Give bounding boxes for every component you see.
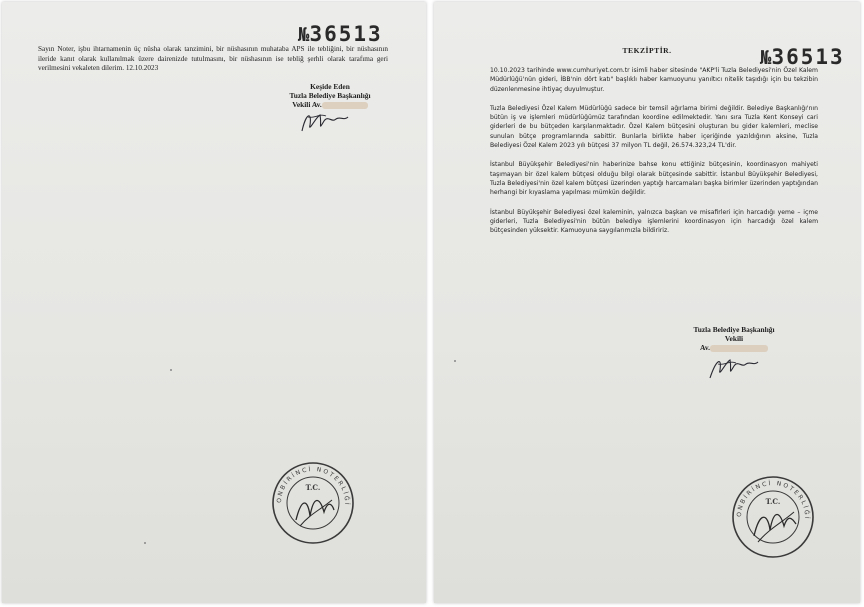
paragraph: İstanbul Büyükşehir Belediyesi'nin haberinize bahse konu ettiğiniz bütçesinin, koordinasyon mahiyeti taşımayan bir özel kalem bütçesi olduğu bilgi olarak bütçesinde sabittir. İstanbul Büyükşehir Belediyesi, Tuzla Belediyesi'nin özel kalem bütçesi üzerinden yaptığı harcamaları başka birimler üzerinden yaptığından herhangi bir kıyaslama yapılması mümkün değildir. [490,161,818,197]
signer-role: Vekili [724,334,744,344]
signer-attorney: Av. [674,343,794,352]
svg-text:T.C.: T.C. [305,483,321,492]
document-page-left [2,2,426,603]
svg-text:T.C.: T.C. [765,497,781,506]
signer-role: Keşide Eden [310,82,350,91]
svg-text:ONBİRİNCİ NOTERLİĞİ: ONBİRİNCİ NOTERLİĞİ [735,479,811,521]
notary-request-text: Sayın Noter, işbu ihtarnamenin üç nüsha olarak tanzimini, bir nüshasının muhataba APS ile tebliğini, bir nüshasının ileride kanıt olarak kullanılmak üzere dairenizde tutulmasını, bir nüshasının ise tebliğ şerhli olarak tarafıma geri verilmesini vekaleten dilerim. 12.10.2023 [38,45,388,73]
serial-number: №36513 [760,45,845,69]
document-title: TEKZİPTİR. [622,46,672,55]
paragraph: İstanbul Büyükşehir Belediyesi özel kaleminin, yalnızca başkan ve misafirleri için harcadığı yeme – içme giderleri, Tuzla Belediyesi'nin bütün belediye işlemlerini koordinasyon için harcadığı özel kalem bütçesinden yüksektir. Kamuoyuna saygılarımızla bildiririz. [490,208,818,235]
signature-icon [706,352,762,382]
svg-text:ONBİRİNCİ NOTERLİĞİ: ONBİRİNCİ NOTERLİĞİ [275,465,351,507]
serial-number: №36513 [298,22,383,46]
notary-stamp-icon [270,460,356,546]
paragraph: Tuzla Belediyesi Özel Kalem Müdürlüğü sadece bir temsil ağırlama birimi değildir. Belediye Başkanlığı'nın bütün iş ve işlemleri müdürlüğümüz tarafından koordine edilmektedir. Yanı sıra Tuzla Kent Konseyi cari giderleri de bu bütçeden karşılanmaktadır. Özel Kalem bütçesini oluşturan bu gider kalemleri, meclise sunulan bütçe programlarında sabittir. Bunlarla birlikte haber içeriğinde yazıldığının aksine, Tuzla Belediyesi Özel Kalem 2023 yılı bütçesi 37 milyon TL değil, 26.574.323,24 TL'dir. [490,104,818,150]
notary-stamp-icon [730,474,816,560]
signature-icon [298,107,350,137]
signer-block [674,325,794,353]
signer-block [270,82,390,110]
signer-institution: Tuzla Belediye Başkanlığı [289,91,371,101]
signer-institution: Tuzla Belediye Başkanlığı [693,325,775,334]
paragraph: 10.10.2023 tarihinde www.cumhuriyet.com.tr isimli haber sitesinde "AKP'li Tuzla Belediyesi'nin Özel Kalem Müdürlüğü'nün gideri, İBB'nin dört katı" başlıklı haber kamuoyunu yanıltıcı nitelik taşıdığı için bu tekzibin düzenlenmesine ihtiyaç duyulmuştur. [490,67,818,93]
document-body [490,66,818,245]
document-page-right [434,2,860,603]
signer-attorney: Vekili Av. [270,100,390,109]
